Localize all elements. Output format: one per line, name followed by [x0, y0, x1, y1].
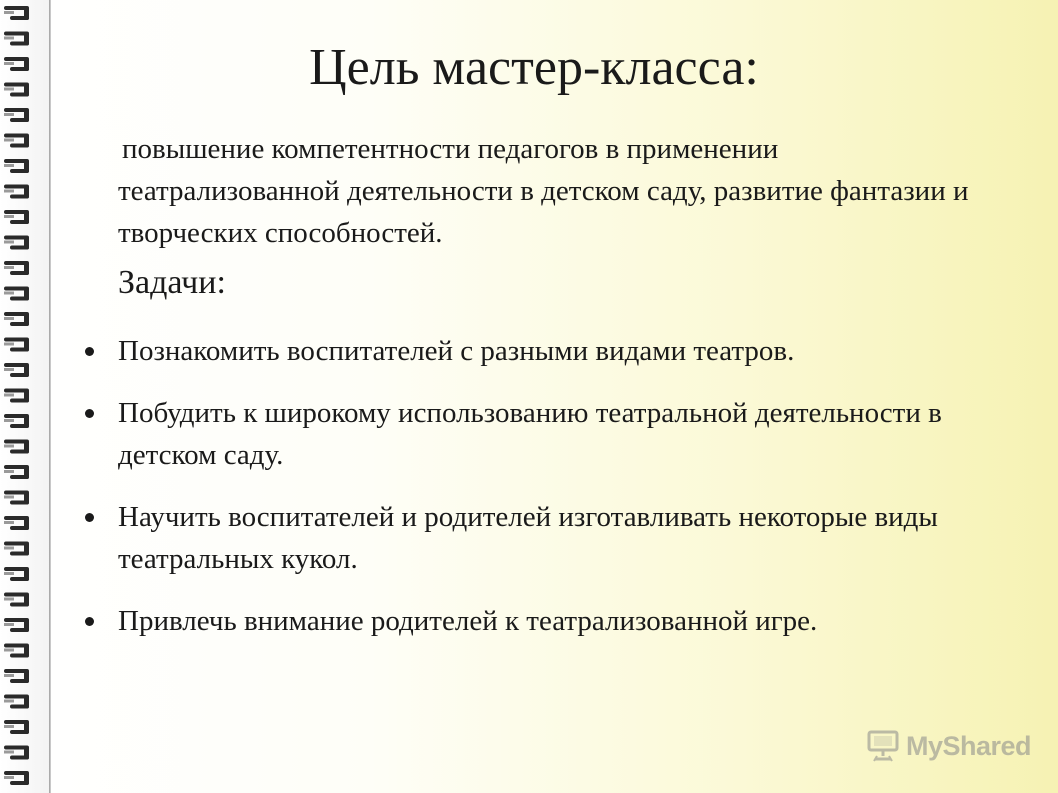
- spiral-loop: [4, 644, 29, 658]
- notebook-binding: [0, 0, 50, 793]
- spiral-loop: [4, 6, 29, 20]
- spiral-loop: [4, 389, 29, 403]
- bullet-icon: [85, 347, 94, 356]
- task-text: Побудить к широкому использованию театральной деятельности в детском саду.: [118, 397, 942, 471]
- bullet-icon: [85, 617, 94, 626]
- spiral-loop: [4, 338, 29, 352]
- spiral-loop: [4, 593, 29, 607]
- task-item: [84, 330, 984, 372]
- bullet-icon: [85, 409, 94, 418]
- spiral-loop: [4, 312, 29, 326]
- spiral-loop: [4, 567, 29, 581]
- spiral-loop: [4, 159, 29, 173]
- spiral-loop: [4, 108, 29, 122]
- spiral-loop: [4, 236, 29, 250]
- spiral-loop: [4, 363, 29, 377]
- task-item: [84, 392, 984, 476]
- projector-screen-icon: [866, 730, 900, 762]
- spiral-loop: [4, 618, 29, 632]
- spiral-loop: [4, 491, 29, 505]
- tasks-heading: Задачи:: [118, 264, 226, 301]
- spiral-loop: [4, 542, 29, 556]
- task-item: [84, 496, 984, 580]
- spiral-loop: [4, 185, 29, 199]
- spiral-loop: [4, 465, 29, 479]
- spiral-loop: [4, 669, 29, 683]
- spiral-loop: [4, 261, 29, 275]
- binding-divider: [49, 0, 51, 793]
- spiral-loop: [4, 134, 29, 148]
- spiral-loop: [4, 720, 29, 734]
- task-text: Привлечь внимание родителей к театрализованной игре.: [118, 605, 818, 637]
- spiral-loop: [4, 771, 29, 785]
- spiral-loop: [4, 287, 29, 301]
- spiral-loop: [4, 516, 29, 530]
- task-item: [84, 600, 984, 642]
- spiral-loop: [4, 210, 29, 224]
- myshared-watermark: [866, 728, 1031, 764]
- watermark-text: MyShared: [906, 730, 1032, 761]
- slide-title: Цель мастер-класса:: [309, 39, 759, 96]
- spiral-loop: [4, 414, 29, 428]
- bullet-icon: [85, 513, 94, 522]
- spiral-binding-icon: [4, 6, 34, 793]
- task-text: Научить воспитателей и родителей изготавливать некоторые виды театральных кукол.: [118, 501, 938, 575]
- tasks-list: [84, 330, 984, 662]
- spiral-loop: [4, 440, 29, 454]
- task-text: Познакомить воспитателей с разными видами театров.: [118, 335, 795, 367]
- spiral-loop: [4, 695, 29, 709]
- spiral-loop: [4, 746, 29, 760]
- goal-text: повышение компетентности педагогов в применении театрализованной деятельности в детском саду, развитие фантазии и творческих способностей.: [118, 133, 969, 249]
